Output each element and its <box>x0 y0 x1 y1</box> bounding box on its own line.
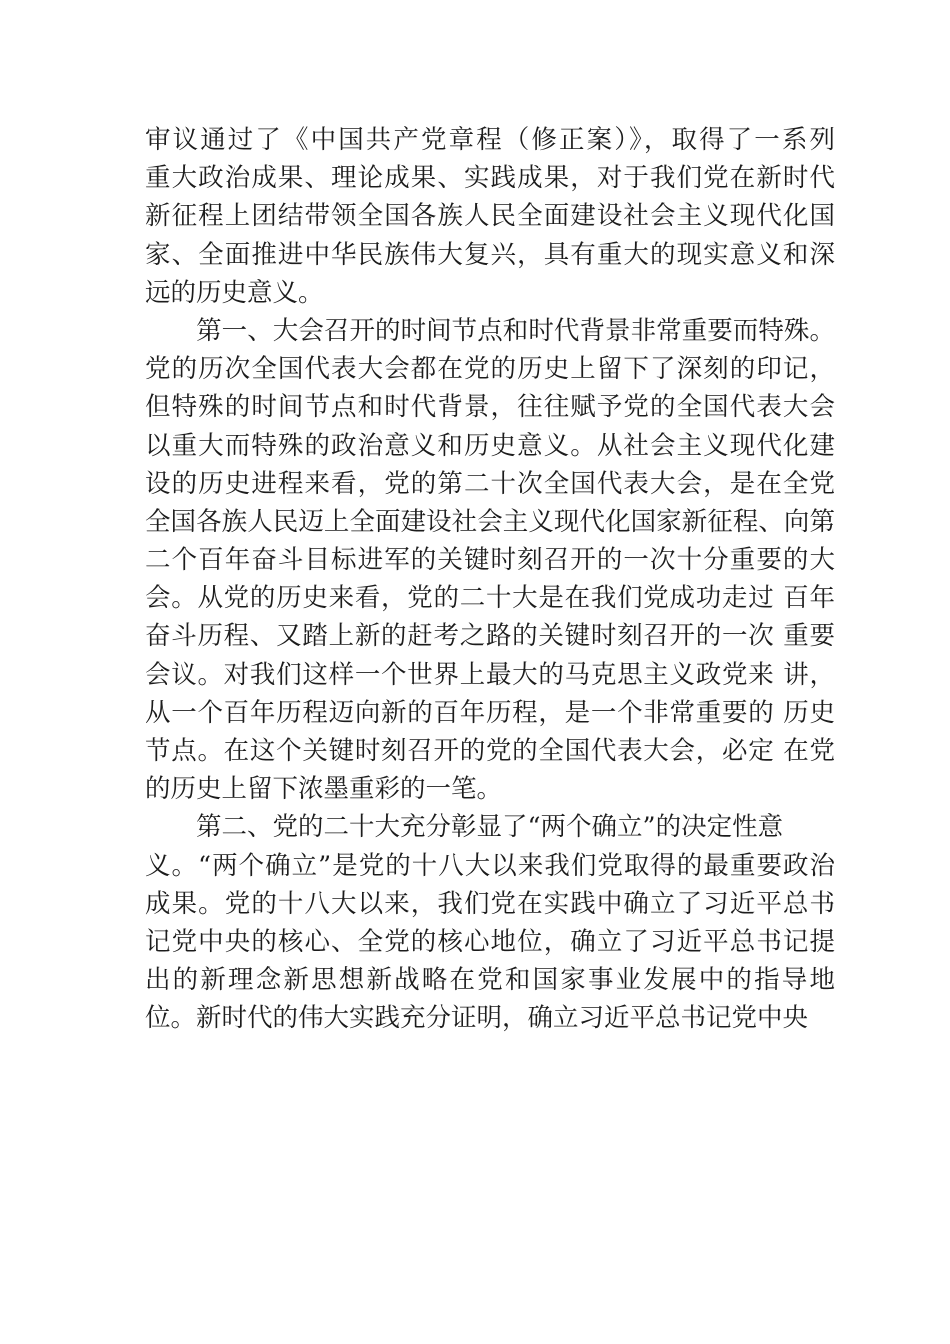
text-line: 成果。党的十八大以来，我们党在实践中确立了习近平总书 <box>145 888 835 919</box>
text-line: 第二、党的二十大充分彰显了“两个确立”的决定性意 <box>145 812 784 843</box>
text-line: 家、全面推进中华民族伟大复兴，具有重大的现实意义和深 <box>145 239 835 270</box>
text-line: 义。“两个确立”是党的十八大以来我们党取得的最重要政治 <box>145 850 835 881</box>
text-line: 记党中央的核心、全党的核心地位，确立了习近平总书记提 <box>145 926 835 957</box>
text-line: 的历史上留下浓墨重彩的一笔。 <box>145 774 503 805</box>
text-line: 会。从党的历史来看，党的二十大是在我们党成功走过 百年 <box>145 583 835 614</box>
text-line: 二个百年奋斗目标进军的关键时刻召开的一次十分重要的大 <box>145 545 835 576</box>
text-line: 但特殊的时间节点和时代背景，往往赋予党的全国代表大会 <box>145 392 835 423</box>
text-line: 全国各族人民迈上全面建设社会主义现代化国家新征程、向第 <box>145 506 835 537</box>
body-text <box>145 121 835 1038</box>
text-line: 审议通过了《中国共产党章程（修正案）》，取得了一系列 <box>145 125 835 155</box>
text-line: 设的历史进程来看，党的第二十次全国代表大会，是在全党 <box>145 468 835 499</box>
text-line: 从一个百年历程迈向新的百年历程，是一个非常重要的 历史 <box>145 697 835 728</box>
text-line: 远的历史意义。 <box>145 277 324 308</box>
text-line: 第一、大会召开的时间节点和时代背景非常重要而特殊。 <box>145 315 835 346</box>
text-line: 奋斗历程、又踏上新的赶考之路的关键时刻召开的一次 重要 <box>145 621 835 652</box>
text-line: 会议。对我们这样一个世界上最大的马克思主义政党来 讲， <box>145 659 835 690</box>
text-line: 重大政治成果、理论成果、实践成果，对于我们党在新时代 <box>145 163 835 194</box>
text-line: 新征程上团结带领全国各族人民全面建设社会主义现代化国 <box>145 201 835 232</box>
text-line: 位。新时代的伟大实践充分证明，确立习近平总书记党中央 <box>145 1003 809 1034</box>
text-line: 出的新理念新思想新战略在党和国家事业发展中的指导地 <box>145 965 835 996</box>
text-line: 党的历次全国代表大会都在党的历史上留下了深刻的印记， <box>145 354 835 385</box>
text-line: 节点。在这个关键时刻召开的党的全国代表大会，必定 在党 <box>145 736 835 766</box>
text-line: 以重大而特殊的政治意义和历史意义。从社会主义现代化建 <box>145 430 835 461</box>
